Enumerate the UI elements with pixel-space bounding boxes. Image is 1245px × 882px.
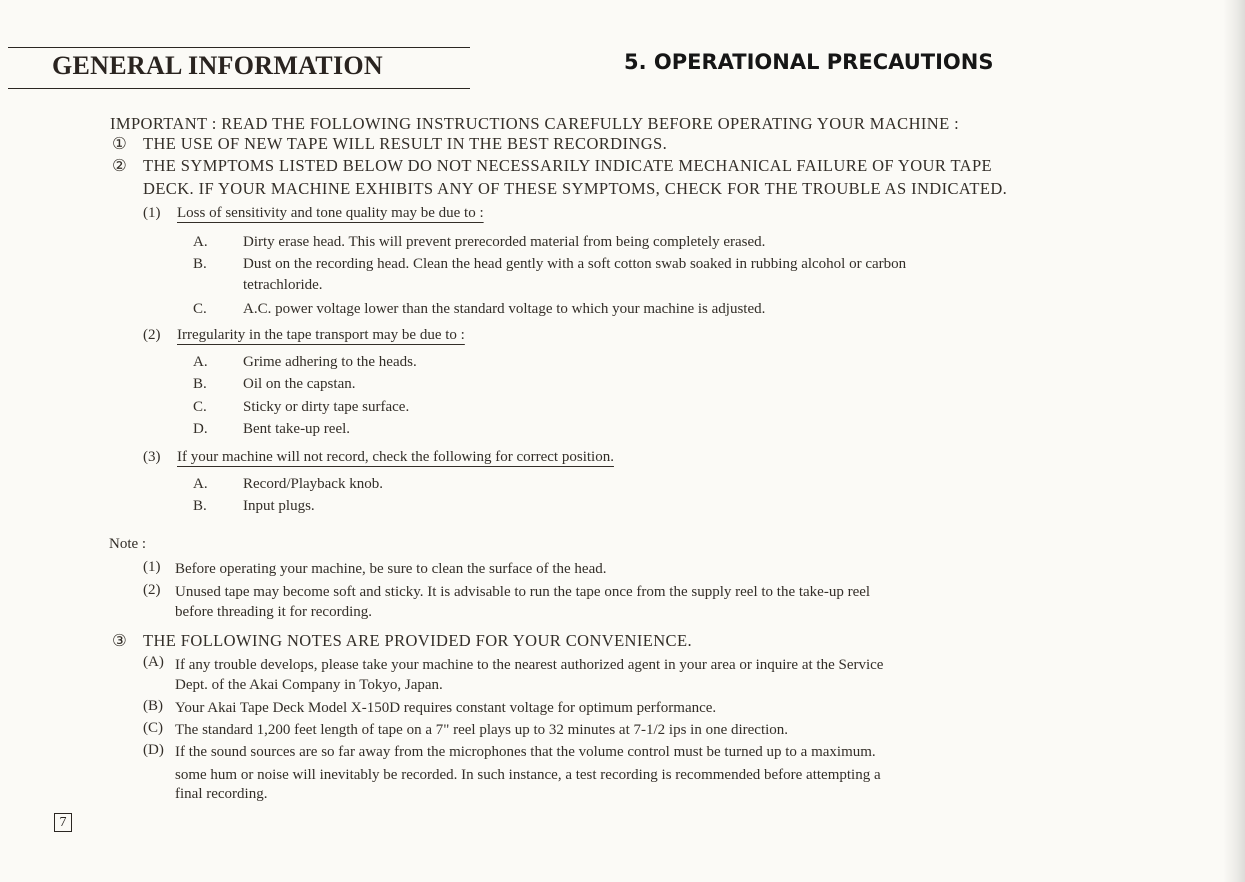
convenience-text: The standard 1,200 feet length of tape on a 7" reel plays up to 32 minutes at 7-1/2 ips in one direction. — [175, 722, 789, 738]
group-3-heading: If your machine will not record, check the following for correct position. — [177, 449, 614, 465]
page-number: 7 — [54, 813, 72, 832]
note-item-continuation: before threading it for recording. — [175, 604, 372, 620]
chapter-title: 5. OPERATIONAL PRECAUTIONS — [624, 50, 994, 74]
note-label: Note : — [109, 536, 147, 552]
group-1-item-letter: A. — [193, 234, 208, 250]
important-instruction: IMPORTANT : READ THE FOLLOWING INSTRUCTIONS CAREFULLY BEFORE OPERATING YOUR MACHINE : — [110, 114, 960, 133]
group-1-item-continuation: tetrachloride. — [243, 277, 323, 293]
group-3-item-letter: B. — [193, 498, 207, 514]
group-1-item-letter: C. — [193, 301, 207, 317]
convenience-letter: (C) — [143, 720, 163, 736]
group-2-item-text: Bent take-up reel. — [243, 421, 351, 437]
item-3-text: THE FOLLOWING NOTES ARE PROVIDED FOR YOUR CONVENIENCE. — [143, 631, 692, 650]
item-2-line-2: DECK. IF YOUR MACHINE EXHIBITS ANY OF THESE SYMPTOMS, CHECK FOR THE TROUBLE AS INDICATED. — [143, 179, 1008, 198]
group-2-item-letter: A. — [193, 354, 208, 370]
convenience-letter: (D) — [143, 742, 164, 758]
item-2-line-1: THE SYMPTOMS LISTED BELOW DO NOT NECESSARILY INDICATE MECHANICAL FAILURE OF YOUR TAPE — [143, 156, 993, 175]
note-item-text: Unused tape may become soft and sticky. It is advisable to run the tape once from the supply reel to the take-up reel — [175, 584, 871, 600]
item-3-marker: ③ — [112, 631, 128, 650]
group-2-item-text: Sticky or dirty tape surface. — [243, 399, 410, 415]
convenience-text: If any trouble develops, please take your machine to the nearest authorized agent in your area or inquire at the Service — [175, 657, 884, 673]
group-2-number: (2) — [143, 327, 161, 343]
note-item-number: (2) — [143, 582, 161, 598]
header-rule-top — [8, 47, 470, 48]
group-1-item-text: Dust on the recording head. Clean the head gently with a soft cotton swab soaked in rubbing alcohol or carbon — [243, 256, 907, 272]
group-3-item-letter: A. — [193, 476, 208, 492]
group-1-number: (1) — [143, 205, 161, 221]
item-1-marker: ① — [112, 134, 128, 153]
group-1-item-text: A.C. power voltage lower than the standard voltage to which your machine is adjusted. — [243, 301, 766, 317]
group-2-item-letter: D. — [193, 421, 208, 437]
convenience-text: Your Akai Tape Deck Model X-150D requires constant voltage for optimum performance. — [175, 700, 717, 716]
item-1-text: THE USE OF NEW TAPE WILL RESULT IN THE BEST RECORDINGS. — [143, 134, 668, 153]
page-edge-shadow — [1223, 0, 1245, 882]
group-2-item-text: Oil on the capstan. — [243, 376, 356, 392]
group-3-item-text: Record/Playback knob. — [243, 476, 383, 492]
note-item-number: (1) — [143, 559, 161, 575]
convenience-letter: (A) — [143, 654, 164, 670]
convenience-letter: (B) — [143, 698, 163, 714]
convenience-text: final recording. — [175, 786, 268, 802]
group-1-item-letter: B. — [193, 256, 207, 272]
group-2-item-letter: B. — [193, 376, 207, 392]
section-title: GENERAL INFORMATION — [52, 51, 383, 80]
group-3-item-text: Input plugs. — [243, 498, 315, 514]
item-2-marker: ② — [112, 156, 128, 175]
convenience-text: some hum or noise will inevitably be recorded. In such instance, a test recording is recommended before attempting a — [175, 767, 881, 783]
note-item-text: Before operating your machine, be sure to clean the surface of the head. — [175, 561, 607, 577]
group-3-number: (3) — [143, 449, 161, 465]
group-2-item-text: Grime adhering to the heads. — [243, 354, 417, 370]
group-2-heading: Irregularity in the tape transport may be due to : — [177, 327, 465, 343]
convenience-text: Dept. of the Akai Company in Tokyo, Japan. — [175, 677, 443, 693]
group-2-item-letter: C. — [193, 399, 207, 415]
group-1-item-text: Dirty erase head. This will prevent prerecorded material from being completely erased. — [243, 234, 766, 250]
header-rule-bottom — [8, 88, 470, 89]
convenience-text: If the sound sources are so far away from the microphones that the volume control must be turned up to a maximum. — [175, 744, 876, 760]
group-1-heading: Loss of sensitivity and tone quality may be due to : — [177, 205, 484, 221]
